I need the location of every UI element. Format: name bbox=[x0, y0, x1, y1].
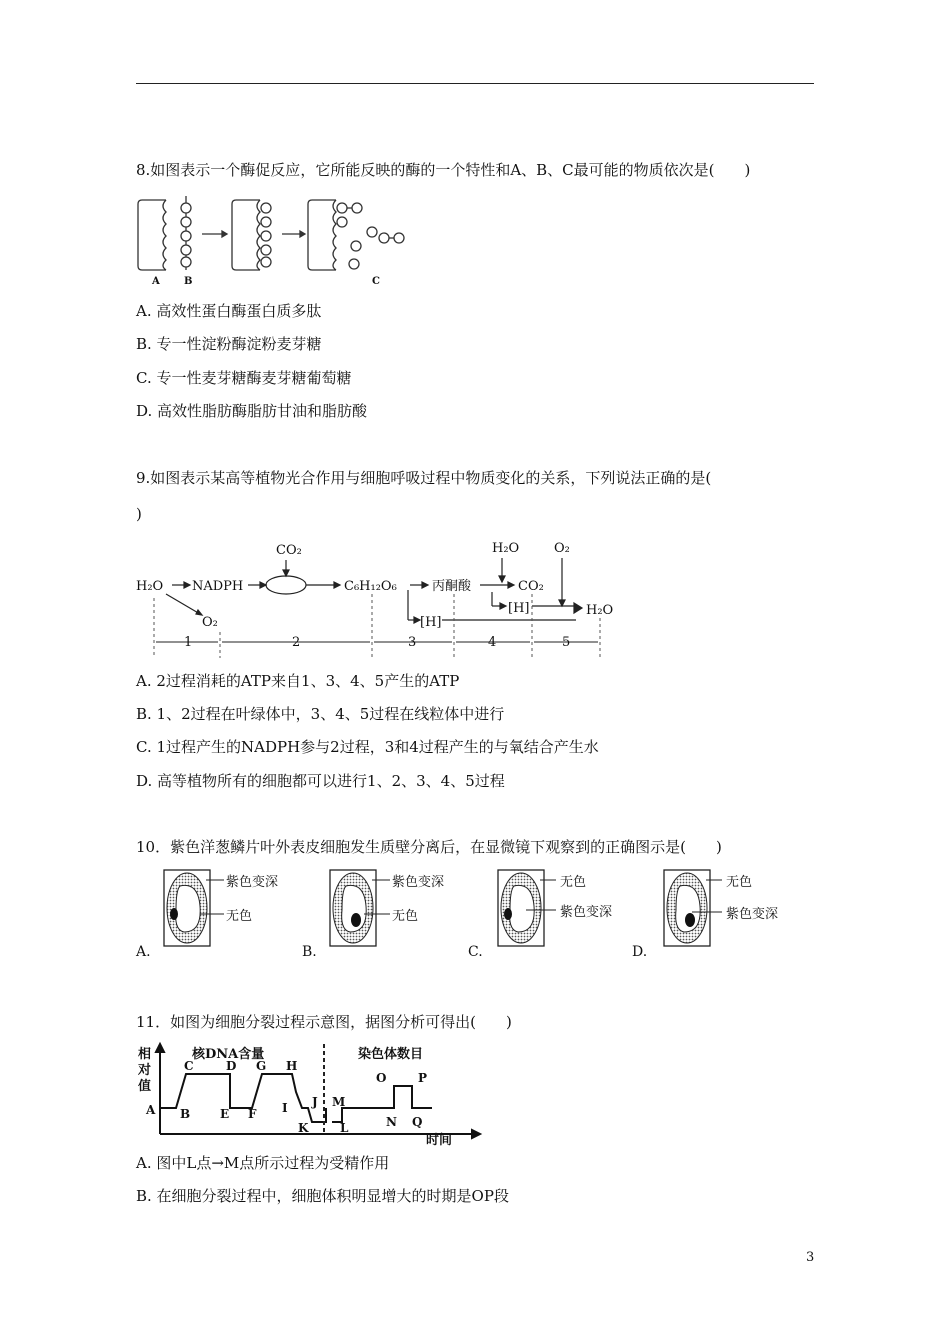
q11-ylabel-1: 相 bbox=[138, 1047, 152, 1062]
q11-point-b: B bbox=[180, 1107, 191, 1121]
q9-stage-5: 5 bbox=[562, 635, 571, 650]
q10-option-d: D. bbox=[632, 944, 648, 960]
q11-point-f: F bbox=[248, 1107, 257, 1121]
q11-division-graph bbox=[136, 1042, 486, 1146]
q11-point-n: N bbox=[386, 1115, 397, 1129]
q10-cell-b bbox=[330, 870, 390, 946]
q10-c-bottom-label: 紫色变深 bbox=[560, 905, 613, 920]
q10-option-a: A. bbox=[136, 944, 151, 960]
q11-stem: 11．如图为细胞分裂过程示意图，据图分析可得出( ) bbox=[136, 1013, 512, 1031]
q11-point-j: J bbox=[312, 1095, 318, 1109]
q9-o2-low: O₂ bbox=[202, 615, 218, 630]
q10-d-bottom-label: 紫色变深 bbox=[726, 907, 779, 922]
q11-option-a: A. 图中L点→M点所示过程为受精作用 bbox=[136, 1154, 390, 1172]
q8-option-c: C. 专一性麦芽糖酶麦芽糖葡萄糖 bbox=[136, 369, 352, 387]
q9-option-b: B. 1、2过程在叶绿体中，3、4、5过程在线粒体中进行 bbox=[136, 705, 505, 723]
q11-point-o: O bbox=[376, 1071, 387, 1085]
q10-b-top-label: 紫色变深 bbox=[392, 875, 445, 890]
q9-option-c: C. 1过程产生的NADPH参与2过程，3和4过程产生的与氧结合产生水 bbox=[136, 738, 599, 756]
q9-co2-right: CO₂ bbox=[518, 579, 544, 594]
q11-title-right: 染色体数目 bbox=[358, 1047, 424, 1062]
q11-point-c: C bbox=[184, 1059, 194, 1073]
q10-d-top-label: 无色 bbox=[726, 875, 753, 890]
q9-h2o-end: H₂O bbox=[586, 603, 614, 618]
q10-cell-d bbox=[664, 870, 722, 946]
q8-option-d: D. 高效性脂肪酶脂肪甘油和脂肪酸 bbox=[136, 402, 368, 420]
q11-point-p: P bbox=[418, 1071, 428, 1085]
q9-option-a: A. 2过程消耗的ATP来自1、3、4、5产生的ATP bbox=[136, 672, 460, 690]
q9-stage-1: 1 bbox=[184, 635, 193, 650]
q9-stem-line2: ) bbox=[136, 505, 142, 523]
q11-point-a: A bbox=[146, 1103, 156, 1117]
q9-stage-2: 2 bbox=[292, 635, 301, 650]
q9-glucose: C₆H₁₂O₆ bbox=[344, 579, 397, 594]
q11-point-h: H bbox=[286, 1059, 298, 1073]
q11-point-i: I bbox=[282, 1101, 288, 1115]
q8-label-b: B bbox=[184, 276, 193, 287]
q10-a-top-label: 紫色变深 bbox=[226, 875, 279, 890]
q9-metabolism-figure bbox=[136, 532, 622, 664]
q10-option-b: B. bbox=[302, 944, 317, 960]
q11-point-e: E bbox=[220, 1107, 230, 1121]
q10-option-c: C. bbox=[468, 944, 483, 960]
q9-nadph: NADPH bbox=[192, 579, 244, 594]
q9-h-b: [H] bbox=[508, 601, 530, 616]
q9-stage-4: 4 bbox=[488, 635, 497, 650]
q11-xlabel: 时间 bbox=[426, 1133, 453, 1148]
q9-stem-line1: 9.如图表示某高等植物光合作用与细胞呼吸过程中物质变化的关系，下列说法正确的是( bbox=[136, 469, 712, 487]
header-rule bbox=[136, 83, 814, 84]
q9-co2-top: CO₂ bbox=[276, 543, 302, 558]
q11-point-g: G bbox=[256, 1059, 267, 1073]
q10-b-bottom-label: 无色 bbox=[392, 909, 419, 924]
q10-c-top-label: 无色 bbox=[560, 875, 587, 890]
q10-cell-c bbox=[498, 870, 556, 946]
q9-option-d: D. 高等植物所有的细胞都可以进行1、2、3、4、5过程 bbox=[136, 772, 505, 790]
q11-option-b: B. 在细胞分裂过程中，细胞体积明显增大的时期是OP段 bbox=[136, 1187, 509, 1205]
q11-point-q: Q bbox=[412, 1115, 423, 1129]
q11-ylabel-2: 对 bbox=[138, 1063, 152, 1078]
q10-stem: 10．紫色洋葱鳞片叶外表皮细胞发生质壁分离后，在显微镜下观察到的正确图示是( ) bbox=[136, 838, 722, 856]
q11-ylabel-3: 值 bbox=[138, 1079, 152, 1094]
q11-point-k: K bbox=[298, 1121, 309, 1135]
q9-h2o: H₂O bbox=[136, 579, 164, 594]
q8-enzyme-figure bbox=[136, 196, 416, 290]
q11-point-l: L bbox=[340, 1121, 349, 1135]
q9-h2o-top: H₂O bbox=[492, 541, 520, 556]
q8-label-a: A bbox=[152, 276, 160, 287]
q11-title-left: 核DNA含量 bbox=[192, 1047, 265, 1062]
q9-stage-3: 3 bbox=[408, 635, 417, 650]
q8-label-c: C bbox=[372, 276, 380, 287]
q8-stem: 8.如图表示一个酶促反应，它所能反映的酶的一个特性和A、B、C最可能的物质依次是( ) bbox=[136, 161, 751, 179]
q11-point-m: M bbox=[332, 1095, 346, 1109]
page-number: 3 bbox=[806, 1250, 815, 1265]
q10-cells-figure bbox=[136, 866, 796, 964]
q8-option-a: A. 高效性蛋白酶蛋白质多肽 bbox=[136, 302, 322, 320]
q11-point-d: D bbox=[226, 1059, 237, 1073]
q10-a-bottom-label: 无色 bbox=[226, 909, 253, 924]
q9-o2-top: O₂ bbox=[554, 541, 570, 556]
q10-cell-a bbox=[164, 870, 224, 946]
q9-h-a: [H] bbox=[420, 615, 442, 630]
q9-pyruvate: 丙酮酸 bbox=[432, 579, 472, 594]
q8-option-b: B. 专一性淀粉酶淀粉麦芽糖 bbox=[136, 335, 322, 353]
